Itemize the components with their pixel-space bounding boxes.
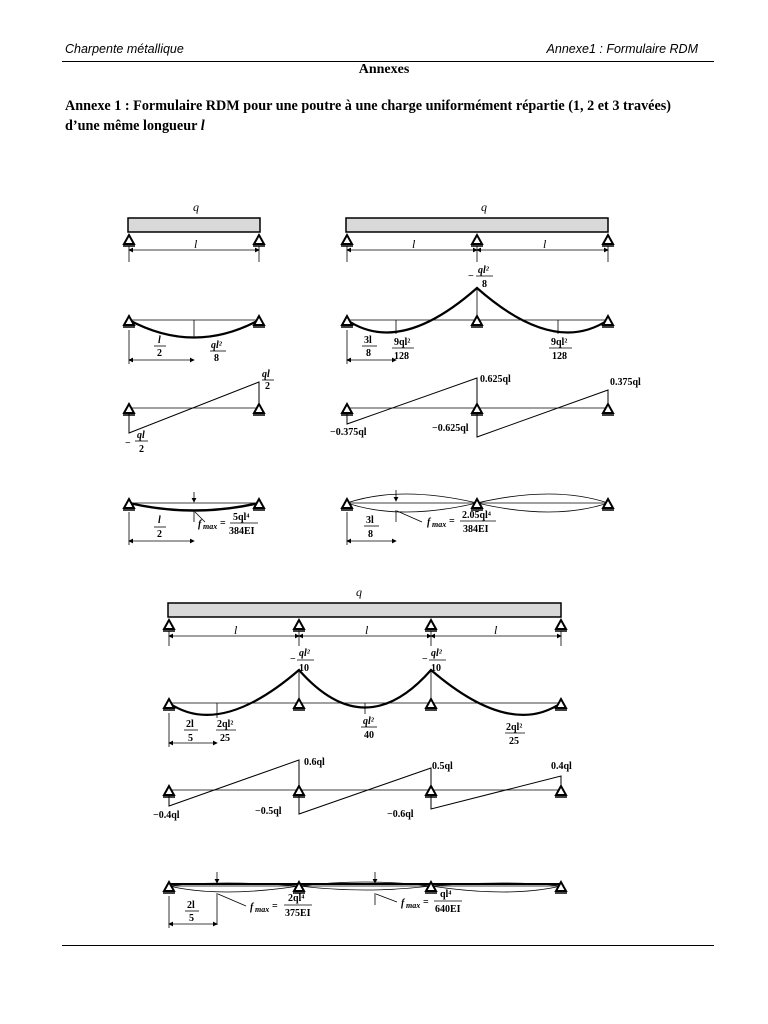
frac-num: ql bbox=[262, 369, 270, 380]
svg-text:2ql⁴: 2ql⁴ bbox=[288, 893, 305, 904]
frac-num: ql² bbox=[211, 340, 222, 351]
header-left: Charpente métallique bbox=[65, 42, 184, 56]
support-icon bbox=[253, 235, 265, 246]
svg-text:max: max bbox=[203, 522, 218, 531]
frac-den: 2 bbox=[265, 381, 270, 392]
svg-text:l: l bbox=[365, 623, 369, 637]
svg-text:max: max bbox=[406, 901, 421, 910]
beam-load bbox=[128, 218, 260, 232]
page-title: Annexes bbox=[358, 62, 410, 77]
svg-text:l: l bbox=[412, 237, 416, 251]
one-span-diagrams bbox=[123, 200, 274, 545]
svg-text:=: = bbox=[272, 901, 278, 912]
svg-text:128: 128 bbox=[552, 351, 567, 362]
svg-text:5: 5 bbox=[188, 733, 193, 744]
svg-text:10: 10 bbox=[431, 663, 441, 674]
svg-text:−: − bbox=[468, 271, 474, 282]
minus-sign: − bbox=[125, 438, 131, 449]
svg-text:8: 8 bbox=[482, 279, 487, 290]
svg-text:−: − bbox=[422, 654, 428, 665]
svg-text:2ql²: 2ql² bbox=[217, 719, 234, 730]
svg-text:−: − bbox=[290, 654, 296, 665]
svg-text:l: l bbox=[543, 237, 547, 251]
beam-load bbox=[168, 603, 561, 617]
svg-text:l: l bbox=[494, 623, 498, 637]
span-label: l bbox=[194, 237, 198, 251]
svg-text:3l: 3l bbox=[366, 515, 374, 526]
svg-text:ql⁴: ql⁴ bbox=[440, 889, 452, 900]
frac-num: l bbox=[158, 335, 161, 346]
heading-text: Annexe 1 : Formulaire RDM pour une poutre à une charge uniformément répartie (1, 2 et 3 travées) d’une même longueur bbox=[65, 98, 672, 134]
frac-num: 5ql⁴ bbox=[233, 512, 250, 523]
svg-text:2l: 2l bbox=[186, 719, 194, 730]
svg-text:0.4ql: 0.4ql bbox=[551, 761, 572, 772]
fmax-label: f bbox=[198, 519, 202, 530]
svg-text:375EI: 375EI bbox=[285, 908, 311, 919]
svg-text:f: f bbox=[401, 898, 405, 909]
svg-text:5: 5 bbox=[189, 913, 194, 924]
frac-num: l bbox=[158, 515, 161, 526]
svg-text:=: = bbox=[220, 518, 226, 529]
two-span-diagrams bbox=[330, 200, 641, 545]
svg-text:0.6ql: 0.6ql bbox=[304, 757, 325, 768]
heading-variable: l bbox=[200, 118, 205, 134]
svg-text:0.375ql: 0.375ql bbox=[610, 377, 641, 388]
load-label: q bbox=[356, 585, 362, 599]
svg-text:−0.375ql: −0.375ql bbox=[330, 427, 367, 438]
svg-text:−0.625ql: −0.625ql bbox=[432, 423, 469, 434]
svg-text:0.625ql: 0.625ql bbox=[480, 374, 511, 385]
svg-text:640EI: 640EI bbox=[435, 904, 461, 915]
svg-text:−0.5ql: −0.5ql bbox=[255, 806, 282, 817]
header-right: Annexe1 : Formulaire RDM bbox=[546, 42, 698, 56]
svg-text:ql²: ql² bbox=[299, 648, 310, 659]
svg-text:2.05ql⁴: 2.05ql⁴ bbox=[462, 510, 491, 521]
frac-den: 2 bbox=[157, 529, 162, 540]
svg-text:2ql²: 2ql² bbox=[506, 722, 523, 733]
svg-text:10: 10 bbox=[299, 663, 309, 674]
load-label: q bbox=[481, 200, 487, 214]
svg-text:9ql²: 9ql² bbox=[551, 337, 568, 348]
svg-text:25: 25 bbox=[509, 736, 519, 747]
svg-text:l: l bbox=[234, 623, 238, 637]
svg-text:ql²: ql² bbox=[431, 648, 442, 659]
svg-text:9ql²: 9ql² bbox=[394, 337, 411, 348]
svg-text:25: 25 bbox=[220, 733, 230, 744]
svg-text:ql²: ql² bbox=[478, 265, 489, 276]
svg-text:−0.6ql: −0.6ql bbox=[387, 809, 414, 820]
svg-text:40: 40 bbox=[364, 730, 374, 741]
shear-diagram bbox=[169, 760, 561, 814]
svg-text:−0.4ql: −0.4ql bbox=[153, 810, 180, 821]
svg-text:8: 8 bbox=[368, 529, 373, 540]
frac-den: 384EI bbox=[229, 526, 255, 537]
frac-den: 8 bbox=[214, 353, 219, 364]
svg-text:f: f bbox=[250, 902, 254, 913]
svg-text:max: max bbox=[432, 520, 447, 529]
frac-den: 2 bbox=[139, 444, 144, 455]
three-span-diagrams bbox=[153, 585, 572, 928]
svg-text:0.5ql: 0.5ql bbox=[432, 761, 453, 772]
frac-den: 2 bbox=[157, 348, 162, 359]
svg-text:8: 8 bbox=[366, 348, 371, 359]
svg-text:=: = bbox=[449, 516, 455, 527]
load-label: q bbox=[193, 200, 199, 214]
frac-num: ql bbox=[137, 430, 145, 441]
svg-text:3l: 3l bbox=[364, 335, 372, 346]
svg-text:ql²: ql² bbox=[363, 716, 374, 727]
svg-text:f: f bbox=[427, 517, 431, 528]
svg-text:max: max bbox=[255, 905, 270, 914]
beam-load bbox=[346, 218, 608, 232]
support-icon bbox=[123, 235, 135, 246]
svg-text:=: = bbox=[423, 897, 429, 908]
deflection-curve bbox=[129, 503, 259, 511]
shear-diagram bbox=[129, 382, 259, 433]
svg-text:128: 128 bbox=[394, 351, 409, 362]
svg-text:2l: 2l bbox=[187, 900, 195, 911]
svg-text:384EI: 384EI bbox=[463, 524, 489, 535]
